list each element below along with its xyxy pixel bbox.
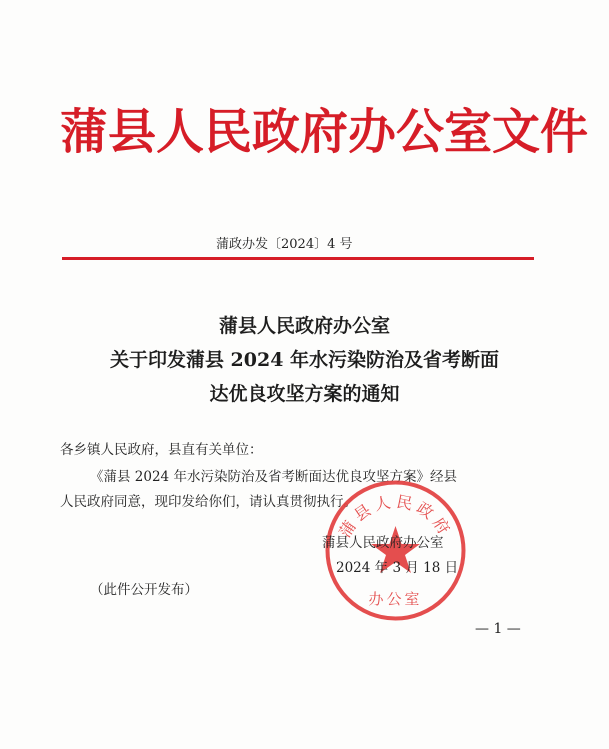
notice-title-line-3: 达优良攻坚方案的通知 bbox=[209, 383, 400, 405]
document-number: 蒲政办发〔2024〕4 号 bbox=[216, 237, 353, 252]
notice-title-line-2: 关于印发蒲县 2024 年水污染防治及省考断面 bbox=[109, 349, 500, 371]
notice-title-line-1: 蒲县人民政府办公室 bbox=[218, 315, 390, 337]
public-disclosure-note: （此件公开发布） bbox=[90, 582, 198, 598]
salutation: 各乡镇人民政府，县直有关单位： bbox=[60, 442, 263, 458]
issuer-signature: 蒲县人民政府办公室 bbox=[322, 535, 444, 551]
seal-text-bottom: 办公室 bbox=[368, 590, 423, 608]
document-header-title: 蒲县人民政府办公室文件 bbox=[60, 104, 589, 160]
body-paragraph-line-1: 《蒲县 2024 年水污染防治及省考断面达优良攻坚方案》经县 bbox=[90, 469, 457, 485]
seal-text-top: 蒲县人民政府 bbox=[335, 491, 456, 541]
body-paragraph-line-2: 人民政府同意，现印发给你们，请认真贯彻执行。 bbox=[60, 494, 357, 510]
page-number: — 1 — bbox=[475, 621, 521, 637]
red-divider-line bbox=[62, 257, 534, 260]
issue-date: 2024 年 3 月 18 日 bbox=[336, 560, 459, 576]
